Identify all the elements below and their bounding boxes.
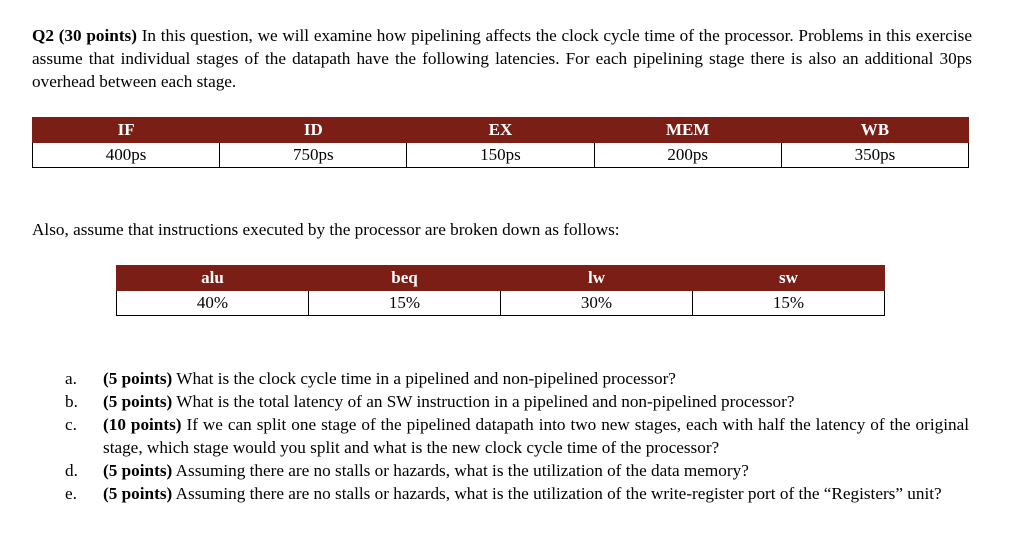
- question-intro-text: In this question, we will examine how pipelining affects the clock cycle time of the processor. Problems in this exercise assume that individual stages of the datapath have the following latencies. For each pipelining stage there is also an additional 30ps overhead between each stage.: [32, 26, 973, 91]
- latency-header-if: IF: [33, 118, 220, 143]
- stage-latency-table: [32, 117, 969, 168]
- latency-value-if: 400ps: [33, 143, 220, 168]
- question-text: [103, 413, 969, 459]
- question-letter: c.: [65, 415, 77, 434]
- mix-value-row: [117, 291, 885, 316]
- question-text: [103, 459, 969, 482]
- mix-value-sw: 15%: [693, 291, 885, 316]
- instruction-mix-intro: Also, assume that instructions executed by the processor are broken down as follows:: [32, 220, 620, 239]
- mix-value-alu: 40%: [117, 291, 309, 316]
- latency-header-mem: MEM: [594, 118, 781, 143]
- question-body: What is the total latency of an SW instruction in a pipelined and non-pipelined processor?: [172, 392, 795, 411]
- latency-value-row: [33, 143, 969, 168]
- latency-header-wb: WB: [781, 118, 968, 143]
- question-points: (5 points): [103, 369, 173, 388]
- question-item-e: [65, 482, 969, 505]
- question-body: If we can split one stage of the pipelined datapath into two new stages, each with half the latency of the original stage, which stage would you split and what is the new clock cycle time of the processor?: [103, 415, 969, 457]
- latency-value-wb: 350ps: [781, 143, 968, 168]
- question-letter: d.: [65, 461, 78, 480]
- mix-value-beq: 15%: [309, 291, 501, 316]
- latency-header-id: ID: [220, 118, 407, 143]
- latency-header-ex: EX: [407, 118, 594, 143]
- mix-header-row: [117, 266, 885, 291]
- mix-header-beq: beq: [309, 266, 501, 291]
- question-points: (5 points): [103, 484, 173, 503]
- instruction-mix-table: [116, 265, 885, 316]
- question-letter: a.: [65, 369, 77, 388]
- question-body: Assuming there are no stalls or hazards, what is the utilization of the write-register port of the “Registers” unit?: [172, 484, 942, 503]
- question-body: What is the clock cycle time in a pipelined and non-pipelined processor?: [172, 369, 676, 388]
- question-points: (10 points): [103, 415, 182, 434]
- question-points: (5 points): [103, 392, 173, 411]
- latency-header-row: [33, 118, 969, 143]
- mix-header-sw: sw: [693, 266, 885, 291]
- question-letter: e.: [65, 484, 77, 503]
- mix-header-lw: lw: [501, 266, 693, 291]
- question-item-c: [65, 413, 969, 459]
- question-item-a: [65, 367, 969, 390]
- question-item-d: [65, 459, 969, 482]
- question-text: [103, 482, 969, 505]
- latency-value-mem: 200ps: [594, 143, 781, 168]
- question-points: (5 points): [103, 461, 173, 480]
- latency-value-ex: 150ps: [407, 143, 594, 168]
- question-text: [103, 390, 969, 413]
- question-body: Assuming there are no stalls or hazards, what is the utilization of the data memory?: [172, 461, 749, 480]
- question-list: [65, 367, 969, 505]
- question-text: [103, 367, 969, 390]
- question-letter: b.: [65, 392, 78, 411]
- mix-value-lw: 30%: [501, 291, 693, 316]
- mix-header-alu: alu: [117, 266, 309, 291]
- question-heading: Q2 (30 points): [32, 26, 137, 45]
- question-intro: [32, 24, 972, 93]
- latency-value-id: 750ps: [220, 143, 407, 168]
- question-item-b: [65, 390, 969, 413]
